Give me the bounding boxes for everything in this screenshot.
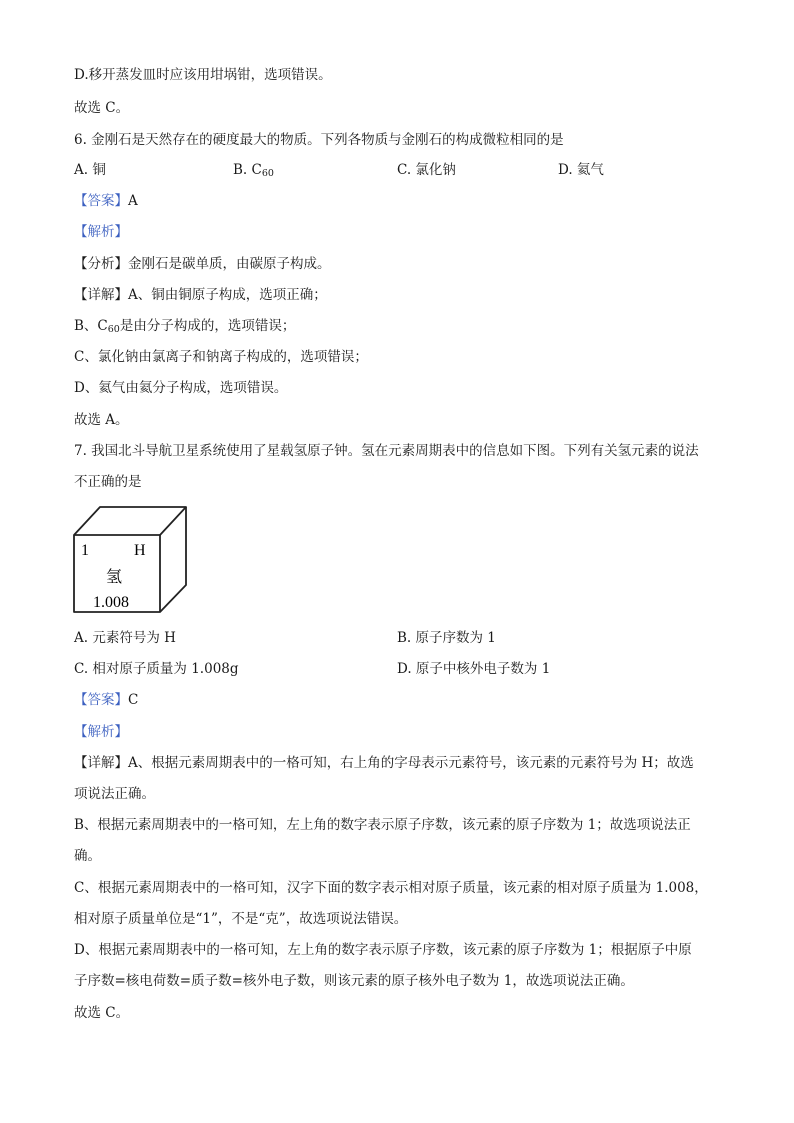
hydrogen-element-cell-figure bbox=[70, 503, 194, 621]
prev-conclusion: 故选 C。 bbox=[74, 100, 130, 116]
q7-detail-a-1: A、根据元素周期表中的一格可知，右上角的字母表示元素符号，该元素的元素符号为 H；故选 bbox=[128, 755, 694, 771]
q6-detail-c: C、氯化钠由氯离子和钠离子构成的，选项错误； bbox=[74, 349, 368, 365]
q7-stem-line-1: 7. 我国北斗导航卫星系统使用了星载氢原子钟。氢在元素周期表中的信息如下图。下列有关氢元素的说法 bbox=[74, 443, 699, 459]
element-mass: 1.008 bbox=[93, 594, 129, 611]
q6-detail-b-line bbox=[74, 316, 295, 336]
q7-detail-b-line-1: B、根据元素周期表中的一格可知，左上角的数字表示原子序数，该元素的原子序数为 1；故选项说法正 bbox=[74, 817, 691, 833]
q7-detail-c-line-2: 相对原子质量单位是“1”，不是“克”，故选项说法错误。 bbox=[74, 911, 408, 927]
q6-analysis-tag: 【解析】 bbox=[74, 224, 128, 240]
q7-answer-line bbox=[74, 690, 138, 710]
q7-detail-d-line-1: D、根据元素周期表中的一格可知，左上角的数字表示原子序数，该元素的原子序数为 1；根据原子中原 bbox=[74, 942, 692, 958]
q7-conclusion: 故选 C。 bbox=[74, 1005, 130, 1021]
q7-stem-line-2: 不正确的是 bbox=[74, 474, 142, 490]
q7-detail-d-line-2: 子序数=核电荷数=质子数=核外电子数，则该元素的原子核外电子数为 1，故选项说法正确。 bbox=[74, 973, 634, 989]
q6-option-a: A. 铜 bbox=[74, 162, 106, 178]
element-symbol: H bbox=[134, 542, 146, 559]
q7-detail-c-line-1: C、根据元素周期表中的一格可知，汉字下面的数字表示相对原子质量，该元素的相对原子质量为 1.008， bbox=[74, 880, 708, 896]
q6-fenxi: 金刚石是碳单质，由碳原子构成。 bbox=[128, 256, 331, 272]
q6-detail-a-line bbox=[74, 285, 327, 305]
q7-option-b: B. 原子序数为 1 bbox=[397, 630, 496, 646]
q6-conclusion: 故选 A。 bbox=[74, 412, 129, 428]
q7-detail-a-line-2: 项说法正确。 bbox=[74, 786, 155, 802]
q6-analysis-line bbox=[74, 222, 128, 242]
q7-option-d: D. 原子中核外电子数为 1 bbox=[397, 661, 551, 677]
q6-detail-tag: 【详解】 bbox=[74, 287, 128, 303]
q7-detail-tag: 【详解】 bbox=[74, 755, 128, 771]
q7-option-a: A. 元素符号为 H bbox=[74, 630, 176, 646]
q6-fenxi-line bbox=[74, 254, 331, 274]
q6-detail-a: A、铜由铜原子构成，选项正确； bbox=[128, 287, 327, 303]
q7-analysis-line bbox=[74, 722, 128, 742]
q7-analysis-tag: 【解析】 bbox=[74, 724, 128, 740]
q6-detail-b-suffix: 是由分子构成的，选项错误； bbox=[119, 318, 296, 334]
q6-answer-tag: 【答案】 bbox=[74, 193, 128, 209]
q7-answer-tag: 【答案】 bbox=[74, 692, 128, 708]
q6-detail-d: D、氦气由氦分子构成，选项错误。 bbox=[74, 380, 288, 396]
element-name: 氢 bbox=[106, 569, 123, 586]
q6-option-b-sub: 60 bbox=[261, 168, 274, 179]
q6-detail-b-prefix: B、C bbox=[74, 318, 108, 334]
q6-stem: 6. 金刚石是天然存在的硬度最大的物质。下列各物质与金刚石的构成微粒相同的是 bbox=[74, 132, 564, 148]
element-number: 1 bbox=[81, 542, 89, 559]
q6-detail-b-sub: 60 bbox=[107, 324, 120, 335]
q6-option-c: C. 氯化钠 bbox=[397, 162, 456, 178]
q7-option-c: C. 相对原子质量为 1.008g bbox=[74, 661, 239, 677]
q6-option-b-prefix: B. C bbox=[233, 162, 262, 178]
q7-detail-a-line-1 bbox=[74, 753, 694, 773]
q6-fenxi-tag: 【分析】 bbox=[74, 256, 128, 272]
prev-line-d: D.移开蒸发皿时应该用坩埚钳，选项错误。 bbox=[74, 67, 332, 83]
q7-answer: C bbox=[128, 692, 139, 708]
q7-detail-b-line-2: 确。 bbox=[74, 848, 101, 864]
q6-answer: A bbox=[128, 193, 138, 209]
q6-option-d: D. 氦气 bbox=[558, 162, 604, 178]
q6-answer-line bbox=[74, 191, 138, 211]
q6-option-b bbox=[233, 160, 274, 180]
